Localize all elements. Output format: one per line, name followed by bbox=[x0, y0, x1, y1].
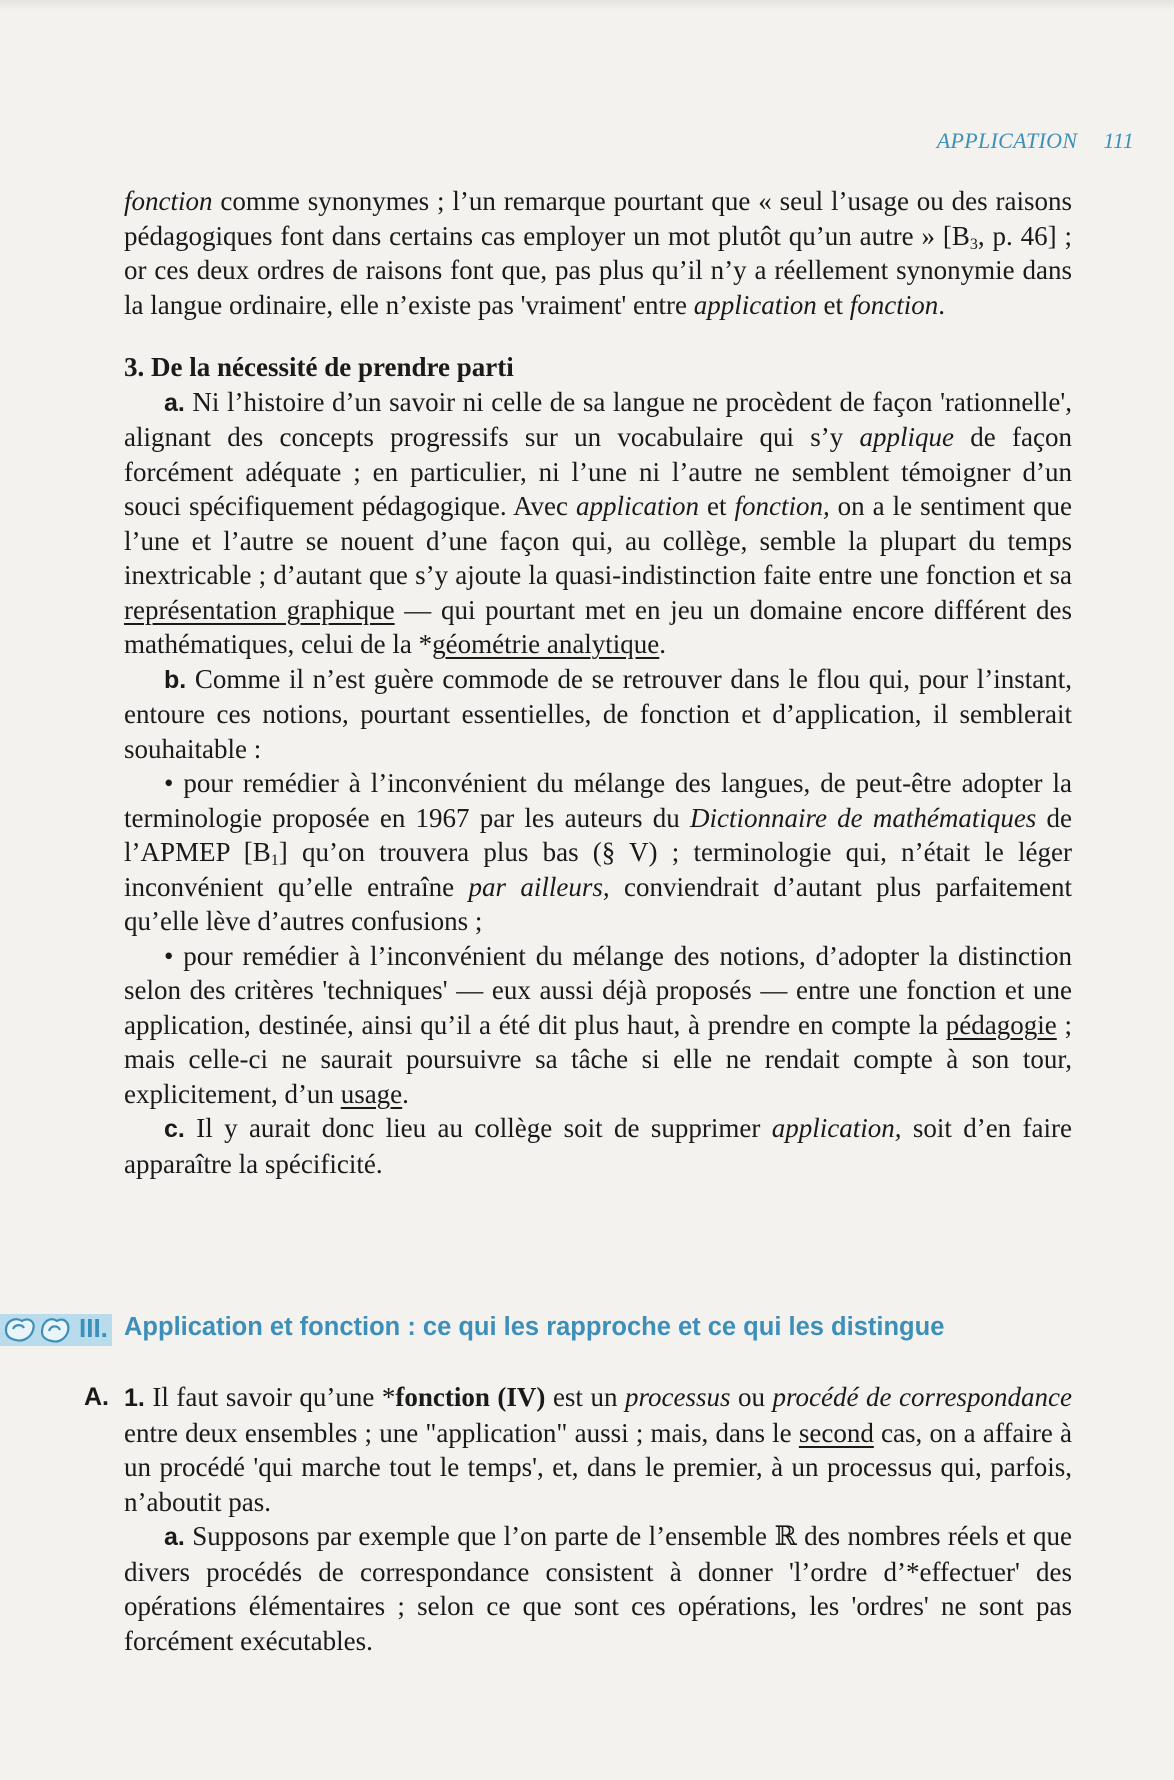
bullet-item bbox=[124, 939, 1072, 1112]
text-run: par ailleurs, bbox=[468, 871, 610, 902]
paragraph-a bbox=[124, 385, 1072, 662]
section-title: Application et fonction : ce qui les rapproche et ce qui les distingue bbox=[124, 1313, 945, 1341]
underlined-word: second bbox=[798, 1417, 874, 1448]
paragraph-b bbox=[124, 662, 1072, 767]
text-run: ; mais celle-ci ne saurait poursuivre sa tâche si elle ne rendait compte à son tour, explicitement, d’un bbox=[124, 1009, 1072, 1109]
item-label: b. bbox=[164, 665, 187, 694]
text-run: Supposons par exemple que l’on parte de l’ensemble ℝ des nombres réels et que divers procédés de correspondance consistent à donner 'l’ordre d’*effectuer' des opérations élémentaires ; selon ce que sont ces opérations, les 'ordres' ne sont pas forcément exécutables. bbox=[124, 1521, 1072, 1656]
text-run: fonction, bbox=[734, 491, 830, 521]
text-run: Il faut savoir qu’une * bbox=[144, 1382, 396, 1412]
text-run: applique bbox=[859, 422, 955, 452]
part-a-text bbox=[124, 1380, 1072, 1658]
text-run: application bbox=[576, 491, 700, 521]
text-run: et bbox=[816, 289, 850, 320]
running-header bbox=[937, 128, 1134, 154]
item-number: 1. bbox=[124, 1384, 145, 1412]
text-run: . bbox=[938, 289, 945, 320]
text-run: on a le sentiment que l’une et l’autre se nouent d’une façon qui, au collège, semble la plupart du temps inextricable ; d’autant que s’y ajoute la quasi-indistinction faite entre une fonction et sa bbox=[124, 491, 1073, 590]
text-run: Il y aurait donc lieu au collège soit de supprimer bbox=[184, 1113, 772, 1143]
text-run: de façon forcément adéquate ; en particulier, ni l’une ni l’autre ne semblent témoigner d’un souci spécifiquement pédagogique. Avec bbox=[124, 422, 1072, 521]
text-run: processus bbox=[624, 1382, 731, 1412]
section-number: III. bbox=[79, 1313, 108, 1343]
ref-subscript: 3 bbox=[969, 235, 978, 253]
page-number: 111 bbox=[1103, 128, 1134, 153]
text-run: est un bbox=[545, 1382, 625, 1412]
text-run: • pour remédier à l’inconvénient du mélange des langues, de peut-être adopter la terminologie proposée en 1967 par les auteurs du bbox=[124, 768, 1072, 833]
page-edge-shadow bbox=[0, 0, 1174, 10]
text-run: comme synonymes ; l’un remarque pourtant que « seul l’usage ou des raisons pédagogiques font dans certains cas employer un mot plutôt qu’un autre » [B bbox=[124, 186, 1072, 251]
text-run: procédé de correspondance bbox=[772, 1382, 1072, 1412]
text-run: ] qu’on trouvera plus bas (§ V) ; terminologie qui, n’était le léger inconvénient qu’elle entraîne bbox=[124, 837, 1072, 902]
text-run: cas, on a affaire à un procédé 'qui marche tout le temps', et, dans le premier, à un processus qui, parfois, n’aboutit pas. bbox=[124, 1417, 1072, 1517]
crossref-fonction[interactable]: fonction (IV) bbox=[395, 1382, 546, 1412]
text-run: . bbox=[402, 1078, 409, 1109]
main-text bbox=[124, 184, 1072, 1181]
crossref-usage[interactable]: usage bbox=[340, 1078, 403, 1109]
crossref-geometrie-analytique[interactable]: géométrie analytique bbox=[432, 629, 660, 659]
hands-icon bbox=[2, 1312, 82, 1348]
bullet-item bbox=[124, 766, 1072, 939]
term-fonction: fonction bbox=[849, 289, 939, 320]
text-run: , p. 46] ; or ces deux ordres de raisons font que, pas plus qu’il n’y a réellement synonymie dans la langue ordinaire, elle n’existe pas 'vraiment' entre bbox=[124, 220, 1072, 320]
text-run: application, bbox=[771, 1113, 902, 1143]
text-run: Dictionnaire de mathématiques bbox=[689, 802, 1037, 833]
text-run: ou bbox=[730, 1382, 773, 1412]
text-run: conviendrait d’autant plus parfaitement qu’elle lève d’autres confusions ; bbox=[124, 871, 1072, 936]
part-marker: A. bbox=[84, 1383, 109, 1411]
item-label: c. bbox=[164, 1115, 185, 1143]
ref-subscript: 1 bbox=[270, 852, 279, 869]
text-run: et bbox=[699, 491, 735, 521]
section-banner bbox=[0, 1312, 1174, 1352]
term-fonction: fonction bbox=[124, 186, 213, 216]
text-run: Ni l’histoire d’un savoir ni celle de sa langue ne procèdent de façon 'rationnelle', alignant des concepts progressifs sur un vocabulaire qui s’y bbox=[124, 386, 1072, 452]
crossref-pedagogie[interactable]: pédagogie bbox=[945, 1009, 1057, 1040]
text-run: — qui pourtant met en jeu un domaine encore différent des mathématiques, celui de la * bbox=[124, 594, 1073, 659]
text-run: • pour remédier à l’inconvénient du mélange des notions, d’adopter la distinction selon des critères 'techniques' — eux aussi déjà proposés — entre une fonction et une application, destinée, ainsi qu’il a été dit plus haut, à prendre en compte la bbox=[124, 940, 1072, 1040]
text-run: soit d’en faire apparaître la spécificité. bbox=[124, 1113, 1073, 1179]
term-application: application bbox=[693, 289, 817, 320]
crossref-representation-graphique[interactable]: représentation graphique bbox=[124, 594, 395, 625]
item-label: a. bbox=[164, 388, 185, 417]
item-label: a. bbox=[164, 1523, 185, 1551]
text-run: . bbox=[659, 629, 667, 659]
text-run: Comme il n’est guère commode de se retrouver dans le flou qui, pour l’instant, entoure ces notions, pourtant essentielles, de fonction et d’application, il semblerait souhaitable : bbox=[124, 663, 1072, 764]
subsection-heading: 3. De la nécessité de prendre parti bbox=[124, 352, 514, 382]
paragraph-a bbox=[124, 1519, 1072, 1658]
spacer bbox=[124, 322, 1072, 350]
paragraph-c bbox=[124, 1111, 1072, 1181]
running-title: APPLICATION bbox=[936, 128, 1078, 153]
paragraph-1 bbox=[124, 1380, 1072, 1519]
text-run: entre deux ensembles ; une "application" aussi ; mais, dans le bbox=[124, 1417, 799, 1448]
text-run: de l’APMEP [B bbox=[124, 802, 1072, 867]
paragraph-continued bbox=[124, 184, 1072, 322]
